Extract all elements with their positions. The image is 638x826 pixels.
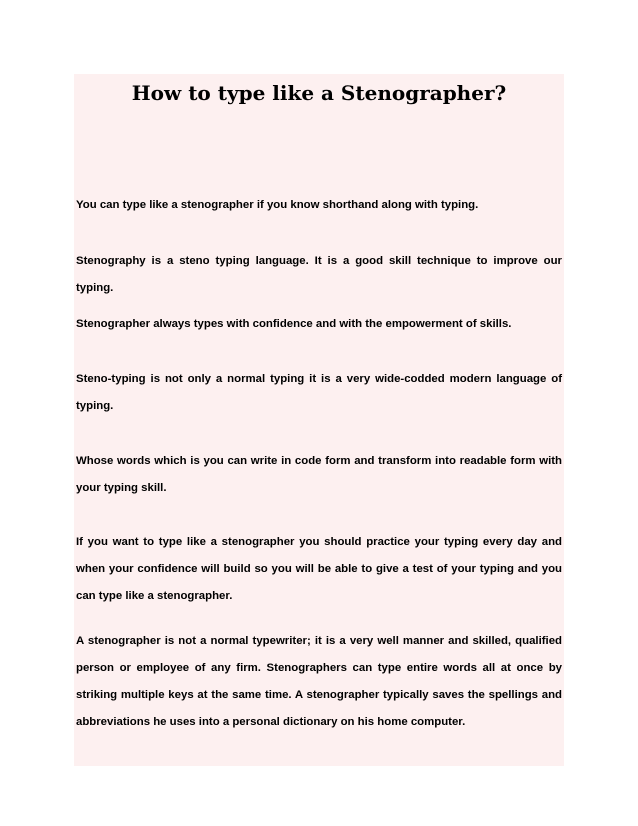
paragraph-6: If you want to type like a stenographer you should practice your typing every day and when your confidence will build so you will be able to give a test of your typing and you can type like a stenographer.: [76, 536, 562, 602]
paragraph-7: A stenographer is not a normal typewriter; it is a very well manner and skilled, qualified person or employee of any firm. Stenographers can type entire words all at once by striking multiple keys at the same time. A stenographer typically saves the spellings and abbreviations he uses into a personal dictionary on his home computer.: [76, 635, 562, 728]
paragraph-2: Stenography is a steno typing language. It is a good skill technique to improve our typing.: [76, 255, 562, 294]
paragraph-4: Steno-typing is not only a normal typing it is a very wide-codded modern language of typing.: [76, 373, 562, 412]
paragraph-1: You can type like a stenographer if you know shorthand along with typing.: [76, 199, 479, 211]
paragraph-3: Stenographer always types with confidence and with the empowerment of skills.: [76, 318, 512, 330]
paragraph-5: Whose words which is you can write in code form and transform into readable form with your typing skill.: [76, 455, 562, 494]
document-title: How to type like a Stenographer?: [131, 81, 507, 105]
